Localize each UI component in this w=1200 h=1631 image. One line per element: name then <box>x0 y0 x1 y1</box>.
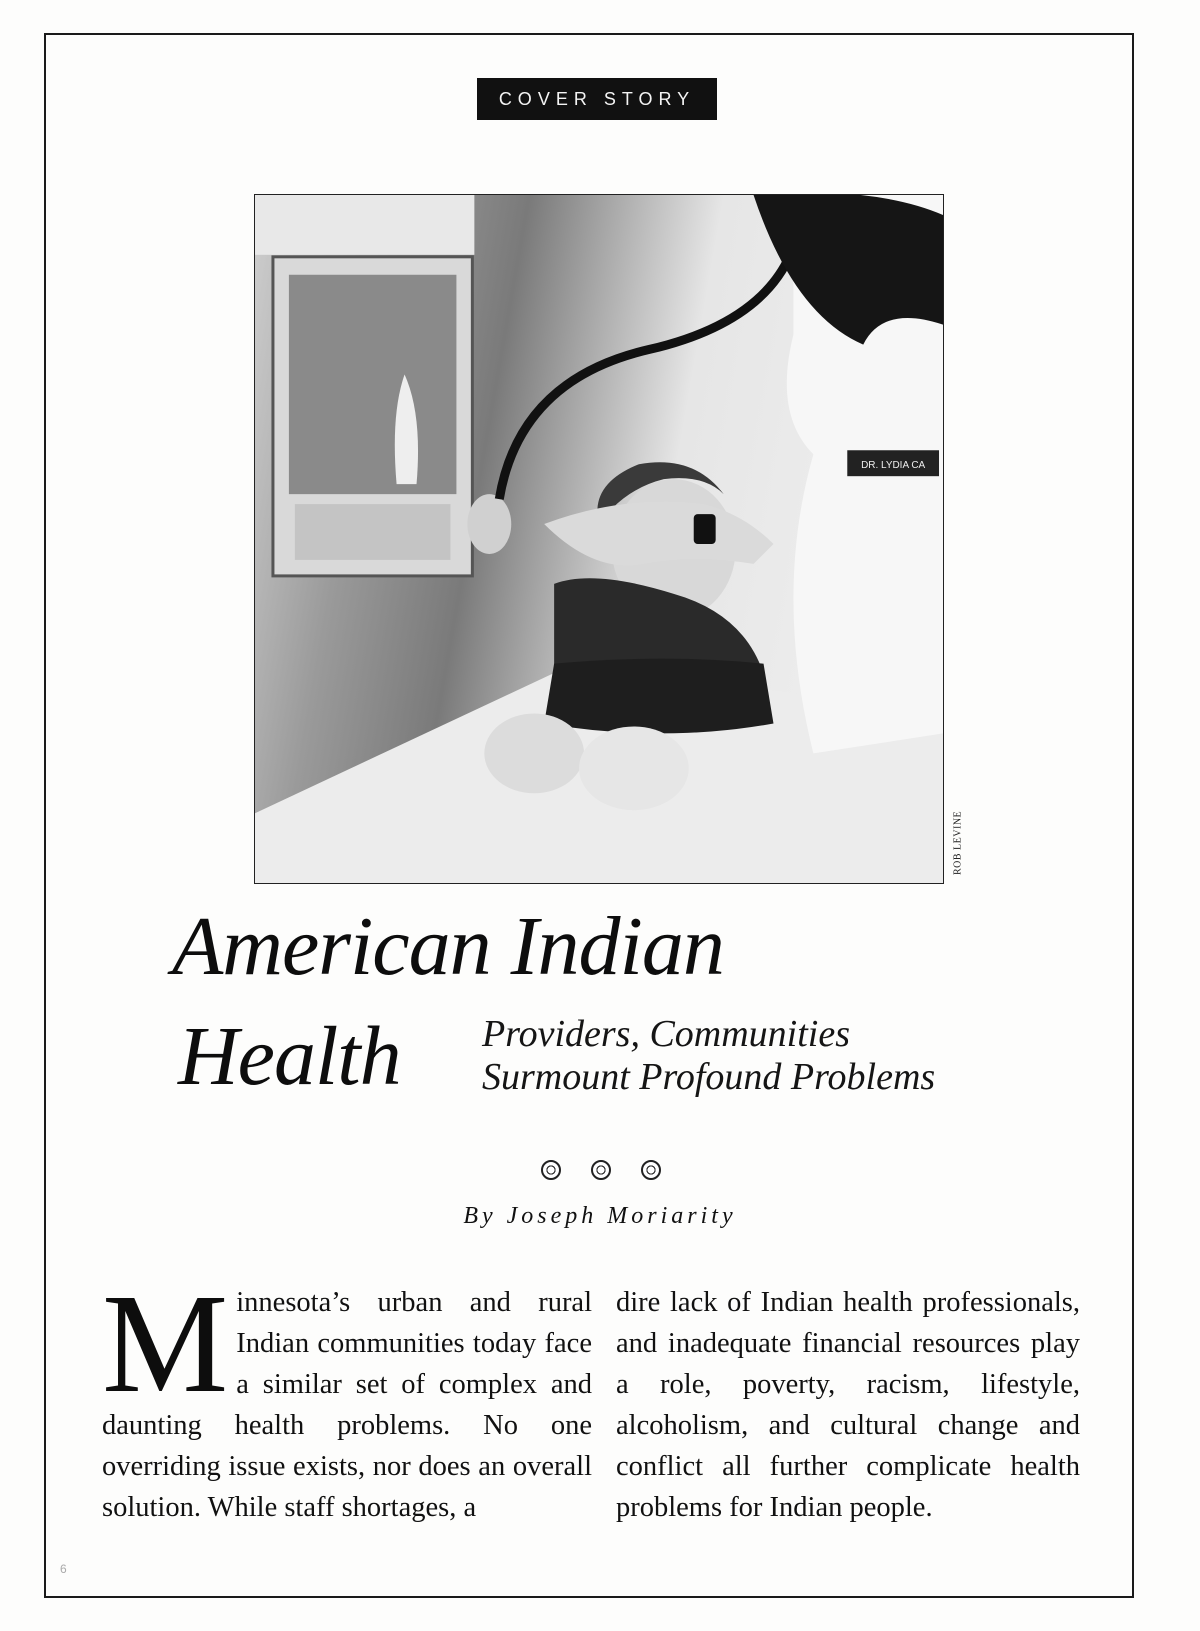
wall-notice <box>255 195 474 255</box>
baby-foot-left <box>484 713 584 793</box>
ornament-divider <box>541 1160 661 1182</box>
headline-line-1: American Indian <box>172 900 724 993</box>
body-text-right: dire lack of Indian health professionals, and inadequate financial resources play a role, poverty, racism, lifestyle, alcoholism, and cultural change and conflict all further complicate health problems for Indian people. <box>616 1287 1080 1523</box>
ornament-icon <box>591 1160 611 1180</box>
body-column-right <box>616 1282 1080 1528</box>
doctor-hand <box>544 502 773 566</box>
name-badge-text: DR. LYDIA CA <box>861 460 926 472</box>
ornament-icon <box>641 1160 661 1180</box>
subheadline <box>482 1013 1082 1099</box>
photo-credit: ROB LEVINE <box>952 810 964 875</box>
body-text-left: innesota’s urban and rural Indian communities today face a similar set of complex and daunting health problems. No one overriding issue exists, nor does an overall solution. While staff shortages, a <box>102 1287 592 1523</box>
drop-cap: M <box>102 1264 229 1422</box>
poster-image <box>289 275 457 494</box>
cover-photo <box>254 194 944 884</box>
subheadline-line-2: Surmount Profound Problems <box>482 1056 936 1098</box>
section-label: COVER STORY <box>477 78 717 120</box>
photo-icon <box>255 195 943 883</box>
body-column-left <box>102 1264 592 1528</box>
ornament-icon <box>541 1160 561 1180</box>
wristwatch <box>694 514 716 544</box>
headline-line-2: Health <box>178 1010 401 1103</box>
subheadline-line-1: Providers, Communities <box>482 1013 851 1055</box>
stethoscope <box>499 230 798 499</box>
poster-caption <box>295 504 451 560</box>
byline: By Joseph Moriarity <box>463 1203 737 1229</box>
baby-foot-right <box>579 726 689 810</box>
baby-shorts <box>544 659 773 734</box>
page-number: 6 <box>60 1562 67 1576</box>
baby-hand <box>467 494 511 554</box>
